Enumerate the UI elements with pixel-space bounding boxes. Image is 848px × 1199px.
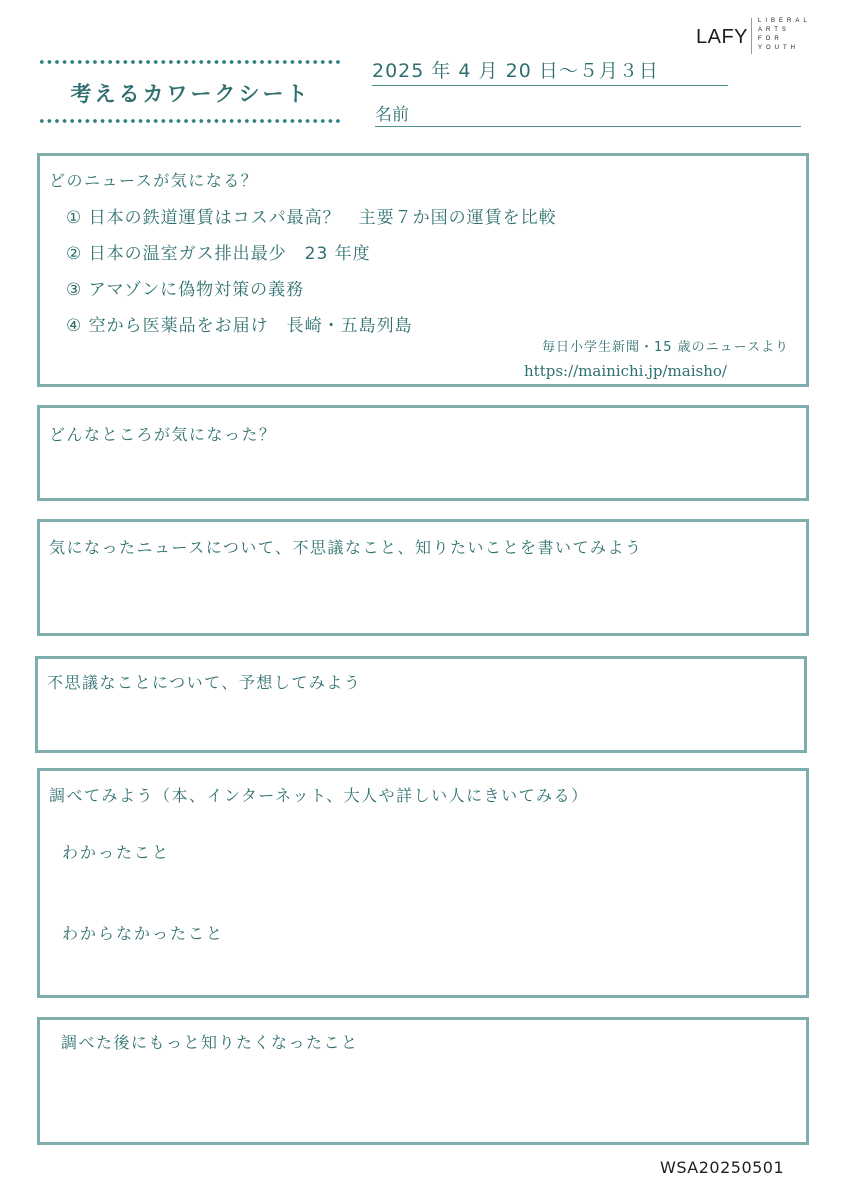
research-box[interactable] [37, 768, 809, 998]
understood-label: わかったこと [62, 843, 171, 862]
wonder-prompt: 気になったニュースについて、不思議なこと、知りたいことを書いてみよう [49, 538, 643, 557]
logo-tagline-line: YOUTH [758, 45, 799, 51]
worksheet-title: 考えるカワークシート [70, 82, 311, 106]
interest-box[interactable] [37, 405, 809, 501]
date-range: 2025 年 4 月 20 日～５月３日 [372, 56, 728, 86]
news-item: ③ アマゾンに偽物対策の義務 [66, 280, 305, 300]
logo-tagline [758, 17, 811, 53]
logo-divider [751, 18, 752, 54]
logo-tagline-line: FOR [758, 36, 783, 42]
news-list [66, 206, 557, 350]
news-url[interactable]: https://mainichi.jp/maisho/ [524, 362, 727, 380]
news-item: ① 日本の鉄道運賃はコスパ最高？ 主要７か国の運賃を比較 [66, 208, 557, 228]
not-understood-label: わからなかったこと [62, 924, 225, 943]
news-choice-box [37, 153, 809, 387]
news-credit: 毎日小学生新聞・15 歳のニュースより [541, 340, 789, 355]
news-item: ④ 空から医薬品をお届け 長崎・五島列島 [66, 316, 413, 336]
lafy-logo: LAFY [696, 26, 749, 48]
name-field[interactable]: 名前 [375, 100, 801, 127]
research-prompt: 調べてみよう（本、インターネット、大人や詳しい人にきいてみる） [49, 786, 589, 805]
title-dots-bottom [38, 119, 343, 123]
logo-tagline-line: LIBERAL [758, 18, 811, 24]
logo-tagline-line: ARTS [758, 27, 790, 33]
news-item: ② 日本の温室ガス排出最少 23 年度 [66, 244, 371, 264]
further-interest-box[interactable] [37, 1017, 809, 1145]
news-question: どのニュースが気になる？ [49, 171, 259, 190]
title-dots-top [38, 60, 343, 64]
prediction-prompt: 不思議なことについて、予想してみよう [47, 673, 362, 692]
further-interest-prompt: 調べた後にもっと知りたくなったこと [61, 1033, 359, 1052]
document-code: WSA20250501 [660, 1158, 785, 1177]
wonder-box[interactable] [37, 519, 809, 636]
prediction-box[interactable] [35, 656, 807, 753]
interest-prompt: どんなところが気になった？ [49, 425, 277, 444]
